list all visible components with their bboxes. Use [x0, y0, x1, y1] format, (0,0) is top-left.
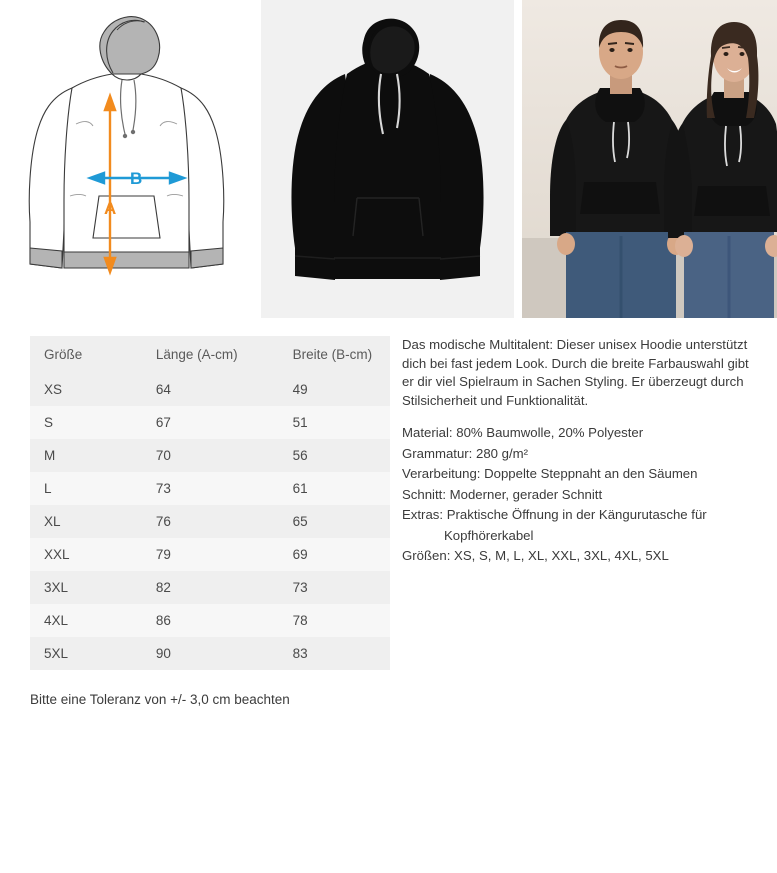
- cell-width: 61: [279, 472, 390, 505]
- cell-length: 79: [142, 538, 279, 571]
- product-description: [390, 336, 777, 670]
- cell-width: 49: [279, 373, 390, 406]
- table-row: [30, 373, 390, 406]
- cell-length: 76: [142, 505, 279, 538]
- table-row: [30, 505, 390, 538]
- cell-length: 90: [142, 637, 279, 670]
- spec-sizes: Größen: XS, S, M, L, XL, XXL, 3XL, 4XL, 5XL: [402, 548, 669, 563]
- technical-drawing-image: [0, 0, 253, 318]
- models-photo-image: [522, 0, 777, 318]
- size-table-head: [30, 336, 390, 373]
- spec-weight: Grammatur: 280 g/m²: [402, 445, 529, 461]
- cell-length: 64: [142, 373, 279, 406]
- measure-label-a: A: [104, 199, 117, 218]
- product-photo-image: [261, 0, 514, 318]
- size-table-wrapper: [0, 336, 390, 670]
- description-intro: Das modische Multitalent: Dieser unisex Hoodie unterstützt dich bei fast jedem Look. Durch die breite Farbauswahl gibt er dir viel Spielraum in Sachen Styling. Er überzeugt durch Stilsicherheit und Funktionalität.: [402, 337, 749, 408]
- table-row: [30, 439, 390, 472]
- cell-length: 67: [142, 406, 279, 439]
- cell-size: XL: [30, 505, 142, 538]
- spec-material: Material: 80% Baumwolle, 20% Polyester: [402, 425, 644, 440]
- details-section: [0, 318, 777, 670]
- header-length: Länge (A-cm): [142, 336, 279, 373]
- description-specs: [402, 424, 757, 566]
- cell-length: 70: [142, 439, 279, 472]
- cell-width: 73: [279, 571, 390, 604]
- cell-width: 56: [279, 439, 390, 472]
- cell-length: 86: [142, 604, 279, 637]
- size-table-header-row: [30, 336, 390, 373]
- header-width: Breite (B-cm): [279, 336, 390, 373]
- cell-size: 4XL: [30, 604, 142, 637]
- cell-length: 73: [142, 472, 279, 505]
- table-row: [30, 406, 390, 439]
- spec-processing: Verarbeitung: Doppelte Steppnaht an den Säumen: [402, 466, 698, 481]
- product-image-row: [0, 0, 777, 318]
- header-size: Größe: [30, 336, 142, 373]
- cell-size: M: [30, 439, 142, 472]
- cell-width: 69: [279, 538, 390, 571]
- cell-width: 83: [279, 637, 390, 670]
- cell-size: L: [30, 472, 142, 505]
- cell-size: S: [30, 406, 142, 439]
- cell-size: 3XL: [30, 571, 142, 604]
- cell-width: 51: [279, 406, 390, 439]
- table-row: [30, 571, 390, 604]
- measure-label-b: B: [130, 169, 143, 188]
- table-row: [30, 637, 390, 670]
- cell-size: XXL: [30, 538, 142, 571]
- cell-size: XS: [30, 373, 142, 406]
- size-table-body: [30, 373, 390, 670]
- size-table: [30, 336, 390, 670]
- spec-extras: Extras: Praktische Öffnung in der Kängurutasche für: [402, 507, 707, 522]
- spec-cut: Schnitt: Moderner, gerader Schnitt: [402, 486, 603, 502]
- cell-width: 65: [279, 505, 390, 538]
- table-row: [30, 604, 390, 637]
- table-row: [30, 538, 390, 571]
- spec-extras-cont: Kopfhörerkabel: [444, 527, 534, 543]
- cell-size: 5XL: [30, 637, 142, 670]
- table-row: [30, 472, 390, 505]
- tolerance-note: Bitte eine Toleranz von +/- 3,0 cm beachten: [30, 692, 290, 707]
- cell-width: 78: [279, 604, 390, 637]
- cell-length: 82: [142, 571, 279, 604]
